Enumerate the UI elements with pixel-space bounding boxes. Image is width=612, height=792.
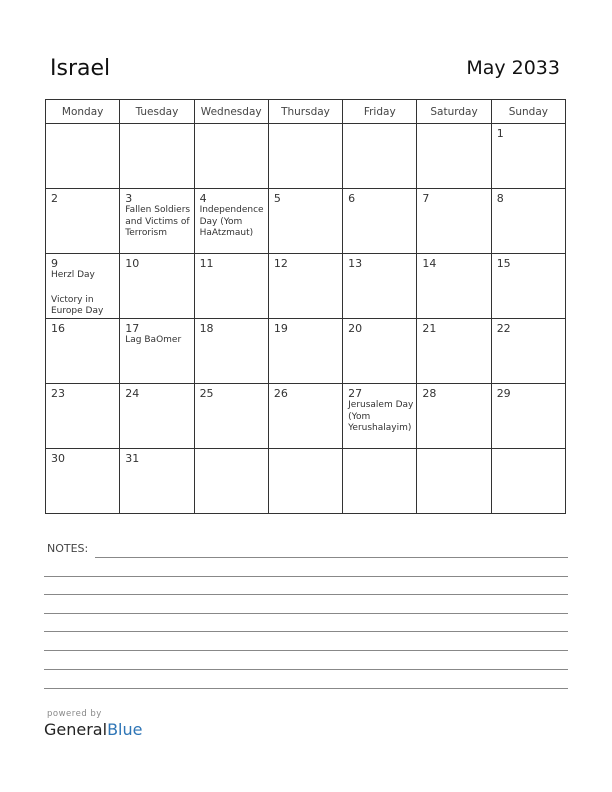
day-cell xyxy=(268,254,342,319)
day-number xyxy=(417,449,490,452)
day-cell xyxy=(417,189,491,254)
weekday-header: Wednesday xyxy=(194,100,268,124)
day-number: 8 xyxy=(496,192,504,205)
day-number xyxy=(343,124,416,127)
holiday-label: Fallen Soldiers and Victims of Terrorism xyxy=(125,205,191,238)
day-cell xyxy=(46,319,120,384)
day-cell xyxy=(417,254,491,319)
day-number: 18 xyxy=(199,322,214,335)
day-cell xyxy=(46,384,120,449)
day-number xyxy=(343,449,416,452)
day-number: 5 xyxy=(273,192,281,205)
day-cell xyxy=(417,124,491,189)
day-cell xyxy=(46,124,120,189)
day-number: 31 xyxy=(125,452,140,465)
day-cell xyxy=(491,319,565,384)
day-cell xyxy=(268,449,342,514)
weekday-header: Sunday xyxy=(491,100,565,124)
day-cell xyxy=(417,449,491,514)
day-cell xyxy=(491,124,565,189)
day-number: 20 xyxy=(348,322,363,335)
day-cell xyxy=(491,384,565,449)
note-line xyxy=(44,631,568,632)
weekday-header-row xyxy=(46,100,566,124)
day-number: 25 xyxy=(199,387,214,400)
weekday-header: Saturday xyxy=(417,100,491,124)
week-row xyxy=(46,124,566,189)
weekday-header: Friday xyxy=(343,100,417,124)
day-cell xyxy=(194,124,268,189)
month-year-title: May 2033 xyxy=(466,57,560,79)
day-cell xyxy=(491,254,565,319)
notes-label: NOTES: xyxy=(47,542,89,555)
day-cell xyxy=(194,384,268,449)
day-cell xyxy=(46,189,120,254)
note-line xyxy=(44,576,568,577)
day-number: 13 xyxy=(348,257,363,270)
day-cell xyxy=(268,319,342,384)
logo-general: General xyxy=(44,720,108,739)
day-number: 24 xyxy=(125,387,140,400)
note-line xyxy=(44,613,568,614)
day-cell xyxy=(268,384,342,449)
day-number: 15 xyxy=(496,257,511,270)
day-cell xyxy=(120,384,194,449)
calendar-grid xyxy=(45,99,566,514)
day-number: 1 xyxy=(496,127,504,140)
day-cell xyxy=(194,319,268,384)
day-number: 3 xyxy=(125,192,133,205)
day-cell xyxy=(268,124,342,189)
week-row xyxy=(46,189,566,254)
day-cell xyxy=(491,449,565,514)
holiday-label: Victory in Europe Day xyxy=(51,294,104,316)
day-cell xyxy=(343,189,417,254)
week-row xyxy=(46,449,566,514)
day-cell xyxy=(120,189,194,254)
day-number: 29 xyxy=(496,387,511,400)
day-cell xyxy=(343,384,417,449)
day-cell xyxy=(120,124,194,189)
day-cell xyxy=(343,254,417,319)
brand-footer xyxy=(44,709,142,739)
note-line xyxy=(44,650,568,651)
day-number: 6 xyxy=(348,192,356,205)
day-cell xyxy=(343,319,417,384)
day-number xyxy=(120,124,193,127)
day-cell xyxy=(268,189,342,254)
holiday-label: Independence Day (Yom HaAtzmaut) xyxy=(199,205,264,238)
day-number: 28 xyxy=(422,387,437,400)
generalblue-logo xyxy=(44,720,142,739)
note-line xyxy=(44,688,568,689)
day-number: 2 xyxy=(51,192,58,205)
day-number: 10 xyxy=(125,257,140,270)
day-number: 26 xyxy=(273,387,288,400)
note-line xyxy=(44,669,568,670)
day-number xyxy=(269,124,342,127)
day-cell xyxy=(194,189,268,254)
weekday-header: Monday xyxy=(46,100,120,124)
day-number: 7 xyxy=(422,192,430,205)
day-cell xyxy=(120,254,194,319)
day-number xyxy=(417,124,490,127)
day-number: 17 xyxy=(125,322,140,335)
day-cell xyxy=(120,319,194,384)
note-line xyxy=(44,594,568,595)
week-row xyxy=(46,319,566,384)
day-number: 16 xyxy=(51,322,65,335)
day-number: 9 xyxy=(51,257,58,270)
day-cell xyxy=(491,189,565,254)
day-number: 11 xyxy=(199,257,214,270)
day-number: 12 xyxy=(273,257,288,270)
note-line xyxy=(95,557,568,558)
day-number: 27 xyxy=(348,387,363,400)
day-cell xyxy=(194,254,268,319)
powered-by-text: powered by xyxy=(47,709,102,719)
weekday-header: Thursday xyxy=(268,100,342,124)
week-row xyxy=(46,384,566,449)
day-number xyxy=(269,449,342,452)
day-number xyxy=(46,124,119,127)
day-cell xyxy=(120,449,194,514)
holiday-label: Jerusalem Day (Yom Yerushalayim) xyxy=(348,400,414,433)
weekday-header: Tuesday xyxy=(120,100,194,124)
logo-blue: Blue xyxy=(107,720,143,739)
holiday-label: Lag BaOmer xyxy=(125,335,182,345)
day-number xyxy=(195,124,268,127)
country-title: Israel xyxy=(50,56,111,81)
day-number xyxy=(492,449,565,452)
day-number: 4 xyxy=(199,192,207,205)
day-cell xyxy=(417,384,491,449)
day-cell xyxy=(46,449,120,514)
day-number: 30 xyxy=(51,452,65,465)
day-cell xyxy=(343,449,417,514)
day-number: 23 xyxy=(51,387,65,400)
day-number: 22 xyxy=(496,322,511,335)
day-number: 19 xyxy=(273,322,288,335)
day-number: 21 xyxy=(422,322,437,335)
day-number: 14 xyxy=(422,257,437,270)
week-row xyxy=(46,254,566,319)
day-cell xyxy=(194,449,268,514)
day-cell xyxy=(46,254,120,319)
day-number xyxy=(195,449,268,452)
day-cell xyxy=(343,124,417,189)
day-cell xyxy=(417,319,491,384)
holiday-label: Herzl Day xyxy=(51,270,95,280)
